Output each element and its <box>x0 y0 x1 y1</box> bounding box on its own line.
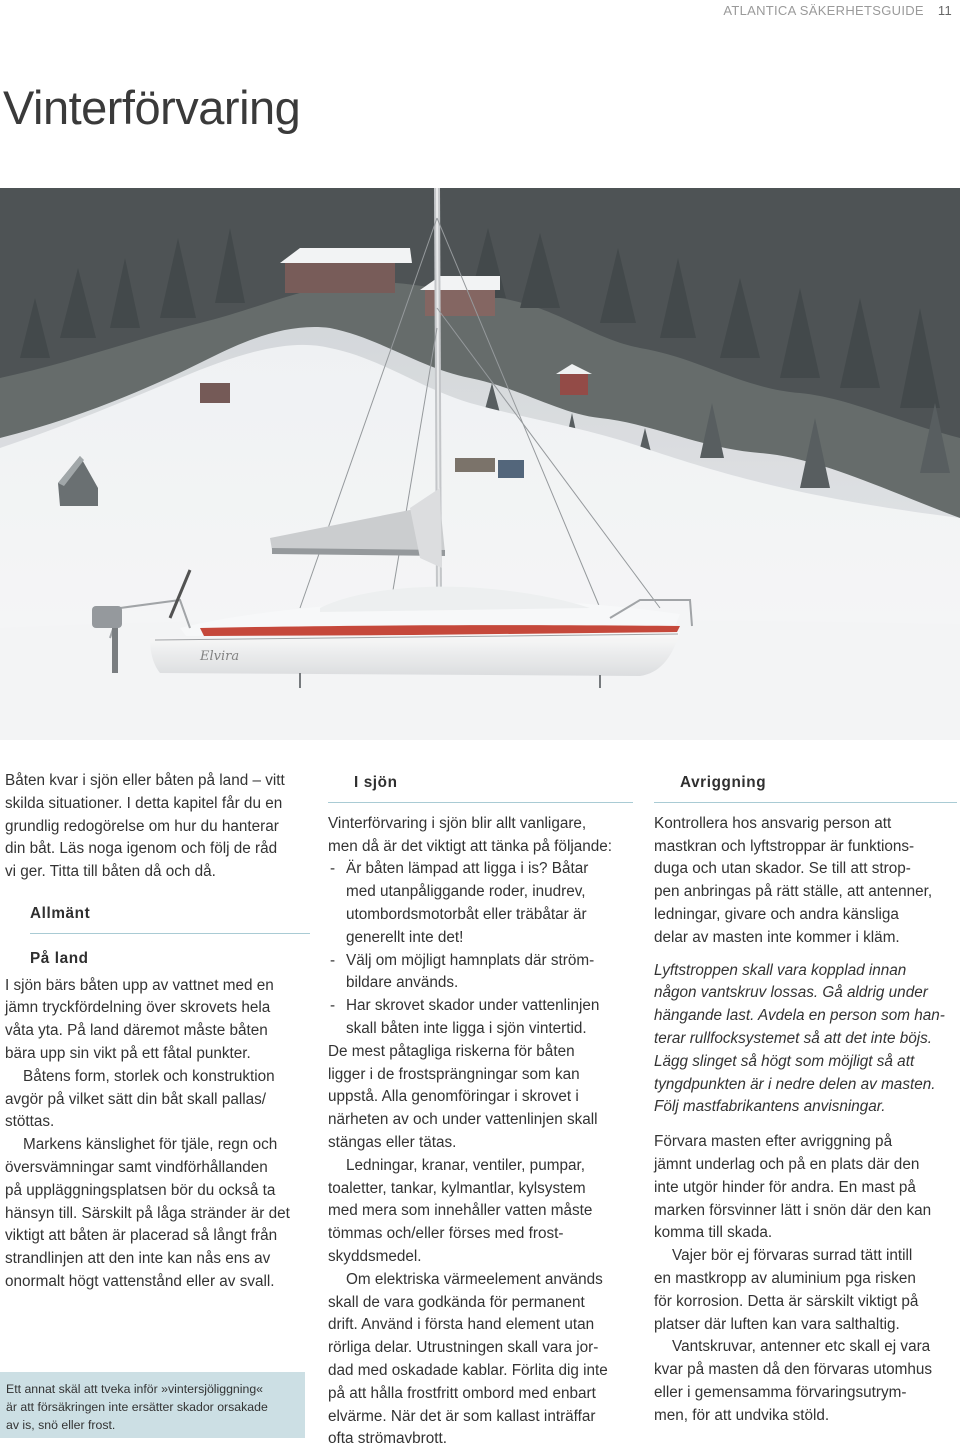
in-water-paragraph-3: Om elektriska värmeelement används skall de vara godkända för permanent drift. Använd i första hand element utan rörliga delar. Utrustningen skall vara jor- dad med oskadade kablar. Förlita dig inte på att hålla frostfritt ombord med enbart elvärme. När det är som kallast inträffar ofta strömavbrott. <box>328 1270 608 1446</box>
unrigging-paragraph-2: Förvara masten efter avriggning på jämnt underlag och på en plats där den inte utgör hinder för andra. En mast på marken försvinner lätt i snön där den kan komma till skada. <box>654 1133 932 1242</box>
list-item: - Har skrovet skador under vattenlinjen skall båten inte ligga i sjön vintertid. <box>330 997 600 1037</box>
running-header <box>723 3 952 18</box>
in-water-paragraph-1: De mest påtagliga riskerna för båten ligger i de frostsprängningar som kan uppstå. Alla genomföringar i skrovet i närheten av och under vattenlinjen skall stängas eller tätas. <box>328 1042 598 1151</box>
in-water-paragraph-2: Ledningar, kranar, ventiler, pumpar, toaletter, tankar, kylmantlar, kylsystem med mera som innehåller vatten måste tömmas och/eller förses med frost- skyddsmedel. <box>328 1156 593 1265</box>
on-land-paragraph-3: Markens känslighet för tjäle, regn och översvämningar samt vindförhållanden på uppläggningsplatsen bör du också ta hänsyn till. Särskilt på låga stränder är det viktigt att båten är placerad så långt från strandlinjen att den inte kan nås ens av onormalt högt vattenstånd eller av svall. <box>5 1136 290 1290</box>
heading-rule <box>654 802 957 803</box>
list-item: - Välj om möjligt hamnplats där ström- bildare används. <box>330 951 595 992</box>
on-land-paragraph-2: Båtens form, storlek och konstruktion avgör på vilket sätt din båt skall pallas/ stöttas. <box>5 1067 275 1131</box>
heading-rule <box>328 802 633 803</box>
intro-paragraph: Båten kvar i sjön eller båten på land – vitt skilda situationer. I detta kapitel får du en grundlig redogörelse om hur du hanterar din båt. Läs noga igenom och följ de råd vi ger. Titta till båten då och då. <box>5 772 285 881</box>
column-in-water <box>328 770 633 1446</box>
heading-rule <box>30 933 310 934</box>
unrigging-paragraph-3: Vajer bör ej förvaras surrad tätt intill en mastkropp av aluminium pga risken för korrosion. Detta är särskilt viktigt på platser där luften kan vara salthaltig. <box>654 1247 919 1333</box>
page-title: Vinterförvaring <box>3 81 301 134</box>
column-general <box>5 770 310 1294</box>
dash-marker: - <box>330 997 336 1015</box>
publication-name: ATLANTICA SÄKERHETSGUIDE <box>723 3 924 18</box>
column-unrigging <box>654 770 957 1428</box>
in-water-intro: Vinterförvaring i sjön blir allt vanligare, men då är det viktigt att tänka på följande: <box>328 814 613 855</box>
page-number: 11 <box>937 3 952 18</box>
heading-avriggning: Avriggning <box>680 774 767 791</box>
heading-pa-land: På land <box>30 949 89 967</box>
unrigging-paragraph-1: Kontrollera hos ansvarig person att mastkran och lyftstroppar är funktions- duga och utan skador. Se till att strop- pen anbringas på rätt ställe, att antenner, ledningar, givare och andra känsliga delar av masten inte kommer i kläm. <box>654 814 933 946</box>
insurance-note-box: Ett annat skäl att tveka inför »vintersjöliggning« är att försäkringen inte ersätter skador orsakade av is, snö eller frost. <box>0 1372 305 1438</box>
heading-i-sjon: I sjön <box>354 774 398 791</box>
dash-marker: - <box>330 860 336 878</box>
list-item: - Är båten lämpad att ligga i is? Båtar med utanpåliggande roder, inudrev, utombordsmotorbåt eller träbåtar är generellt inte det! <box>330 860 589 946</box>
heading-allmant: Allmänt <box>30 904 91 922</box>
in-water-checklist <box>328 858 633 1040</box>
unrigging-paragraph-4: Vantskruvar, antenner etc skall ej vara kvar på masten då den förvaras utomhus eller i gemensamma förvaringsutrym- men, för att undvika stöld. <box>654 1338 933 1424</box>
dash-marker: - <box>330 951 336 969</box>
boat-name-lettering: Elvira <box>200 649 240 664</box>
on-land-paragraph-1: I sjön bärs båten upp av vattnet med en jämn tryckfördelning över skrovets hela våta yta. På land däremot måste båten bära upp sin vikt på ett fåtal punkter. <box>5 976 274 1062</box>
winter-boat-photo <box>0 188 960 740</box>
lifting-warning: Lyftstroppen skall vara kopplad innan någon vantskruv lossas. Gå aldrig under hängande last. Avdela en person som han- terar rullfocksystemet så att det inte böjs. Lägg slinget så högt som möjligt så att tyngdpunkten är i nedre delen av masten. Följ mastfabrikantens anvisningar. <box>654 961 945 1116</box>
